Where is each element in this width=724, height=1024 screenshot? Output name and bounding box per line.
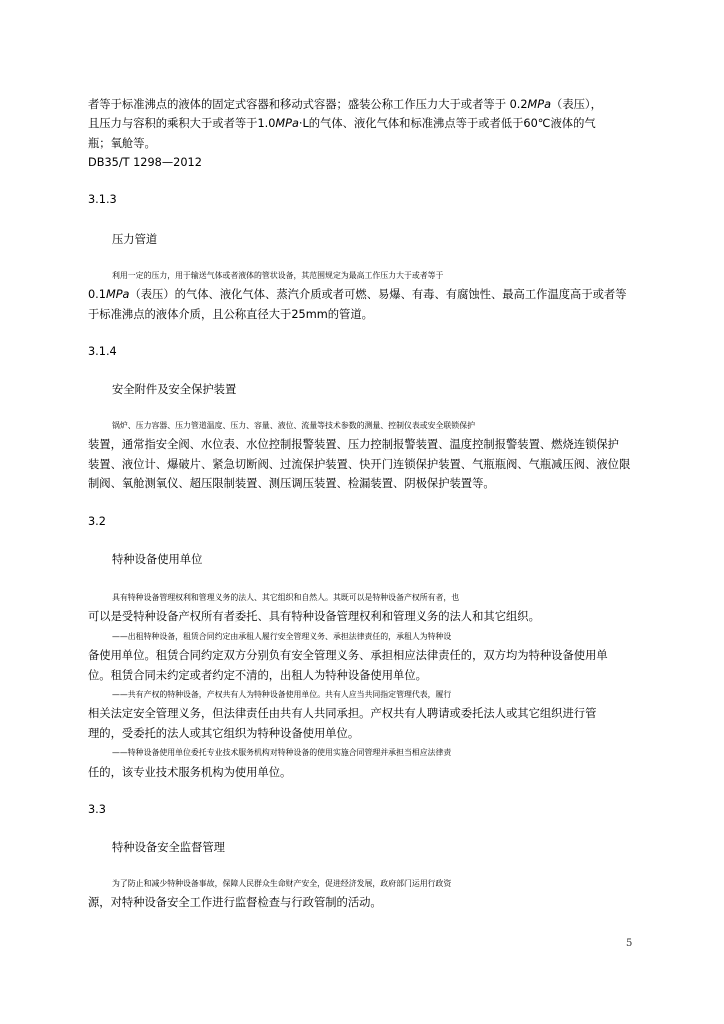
page-number: 5 [626,938,633,949]
list-item: ——共有产权的特种设备，产权共有人为特种设备使用单位。共有人应当共同指定管理代表，履行 [112,690,452,700]
text-line: 位。租赁合同未约定或者约定不清的，出租人为特种设备使用单位。 [88,668,427,682]
section-title: 压力管道 [112,233,158,246]
section-number: 3.1.4 [88,345,117,358]
text-line: 制阀、氧舱测氧仪、超压限制装置、测压调压装置、检漏装置、阴极保护装置等。 [88,477,495,491]
text-line: 者等于标准沸点的液体的固定式容器和移动式容器；盛装公称工作压力大于或者等于 0.2MPa（表压）， [88,98,602,111]
list-item: ——出租特种设备，租赁合同约定由承租人履行安全管理义务、承担法律责任的，承租人为特种设 [112,631,452,641]
section-title: 安全附件及安全保护装置 [112,383,237,396]
section-title: 特种设备安全监督管理 [112,841,225,854]
top-paragraph [88,95,640,173]
text-line: 锅炉、压力容器、压力管道温度、压力、容量、液位、流量等技术参数的测量、控制仪表或安全联锁保护 [112,421,475,430]
section-body [88,416,640,494]
text-line: 装置、液位计、爆破片、紧急切断阀、过流保护装置、快开门连锁保护装置、气瓶瓶阀、气瓶减压阀、液位限 [88,457,631,471]
document-code: DB35/T 1298—2012 [88,156,202,170]
text-line: 且压力与容积的乘积大于或者等于1.0MPa·L的气体、液化气体和标准沸点等于或者低于60℃液体的气 [88,117,596,131]
section-body [88,266,640,324]
text-line: 0.1MPa（表压）的气体、液化气体、蒸汽介质或者可燃、易爆、有毒、有腐蚀性、最高工作温度高于或者等 [88,288,627,302]
text-line: 理的，受委托的法人或其它组织为特种设备使用单位。 [88,726,360,740]
section-title: 特种设备使用单位 [112,553,203,566]
section-number: 3.1.3 [88,193,117,206]
text-line: 备使用单位。租赁合同约定双方分别负有安全管理义务、承担相应法律责任的，双方均为特种设备使用单 [88,649,608,663]
text-line: 可以是受特种设备产权所有者委托、具有特种设备管理权利和管理义务的法人和其它组织。 [88,610,540,624]
text-line: 于标准沸点的液体介质，且公称直径大于25mm的管道。 [88,307,373,321]
text-line: 为了防止和减少特种设备事故，保障人民群众生命财产安全，促进经济发展，政府部门运用行政资 [112,879,452,888]
text-line: 具有特种设备管理权利和管理义务的法人、其它组织和自然人。其既可以是特种设备产权所有者，也 [112,593,460,602]
text-line: 相关法定安全管理义务，但法律责任由共有人共同承担。产权共有人聘请或委托法人或其它组织进行管 [88,707,597,721]
text-line: 源，对特种设备安全工作进行监督检查与行政管制的活动。 [88,896,382,910]
list-item: ——特种设备使用单位委托专业技术服务机构对特种设备的使用实施合同管理并承担当相应法律责 [112,748,452,758]
text-line: 任的，该专业技术服务机构为使用单位。 [88,765,292,779]
text-line: 利用一定的压力，用于输送气体或者液体的管状设备，其范围规定为最高工作压力大于或者等于 [112,271,444,280]
section-number: 3.3 [88,803,106,816]
section-number: 3.2 [88,515,106,528]
text-line: 瓶；氧舱等。 [88,136,156,150]
section-body [88,588,640,782]
text-line: 装置，通常指安全阀、水位表、水位控制报警装置、压力控制报警装置、温度控制报警装置、燃烧连锁保护 [88,438,619,452]
section-body [88,874,640,913]
